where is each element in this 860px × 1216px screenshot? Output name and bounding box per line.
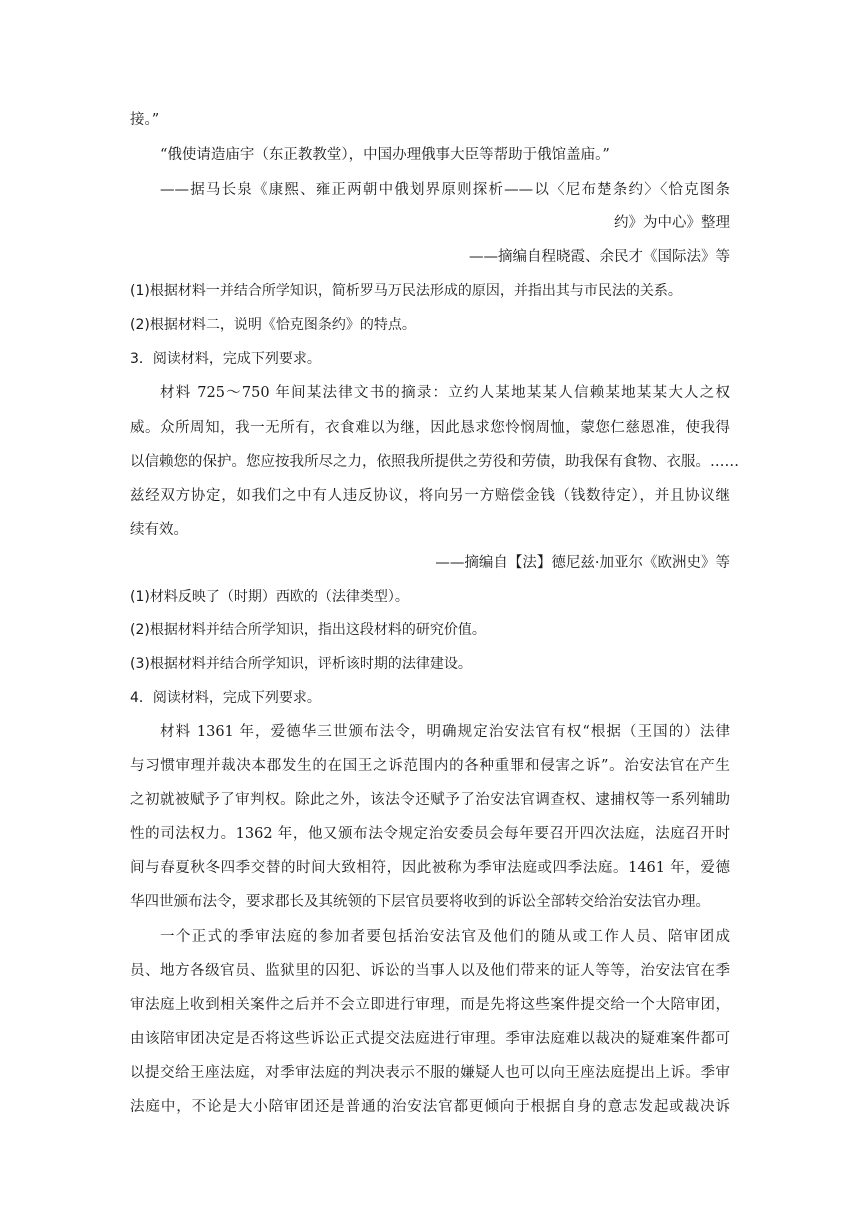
question-heading: 4．阅读材料，完成下列要求。 xyxy=(130,690,321,706)
material-line: 由该陪审团决定是否将这些诉讼正式提交法庭进行审理。季审法庭难以裁决的疑难案件都可 xyxy=(130,1031,730,1047)
material-line: 材料 725～750 年间某法律文书的摘录：立约人某地某某人信赖某地某某大人之权 xyxy=(160,385,730,401)
citation-line: ——摘编自【法】德尼兹·加亚尔《欧洲史》等 xyxy=(435,555,730,571)
material-line: 之初就被赋予了审判权。除此之外，该法令还赋予了治安法官调查权、逮捕权等一系列辅助 xyxy=(130,792,730,808)
material-line: 法庭中，不论是大小陪审团还是普通的治安法官都更倾向于根据自身的意志发起或裁决诉 xyxy=(130,1099,730,1115)
question-item: (2)根据材料二，说明《恰克图条约》的特点。 xyxy=(130,317,416,333)
material-line: 审法庭上收到相关案件之后并不会立即进行审理，而是先将这些案件提交给一个大陪审团， xyxy=(130,997,730,1013)
material-line: 员、地方各级官员、监狱里的囚犯、诉讼的当事人以及他们带来的证人等等，治安法官在季 xyxy=(130,963,730,979)
material-line: 间与春夏秋冬四季交替的时间大致相符，因此被称为季审法庭或四季法庭。1461 年，爱德 xyxy=(130,860,730,876)
question-heading: 3．阅读材料，完成下列要求。 xyxy=(130,351,321,367)
material-line: 性的司法权力。1362 年，他又颁布法令规定治安委员会每年要召开四次法庭，法庭召开时 xyxy=(130,826,730,842)
material-line: 兹经双方协定，如我们之中有人违反协议，将向另一方赔偿金钱（钱数待定），并且协议继 xyxy=(130,488,730,504)
question-item: (1)根据材料一并结合所学知识，简析罗马万民法形成的原因，并指出其与市民法的关系。 xyxy=(130,283,682,299)
material-line: 威。众所周知，我一无所有，衣食难以为继，因此恳求您怜悯周恤，蒙您仁慈恩准，使我得 xyxy=(130,420,730,436)
question-item: (2)根据材料并结合所学知识，指出这段材料的研究价值。 xyxy=(130,622,486,638)
citation-line: ——据马长泉《康熙、雍正两朝中俄划界原则探析——以〈尼布楚条约〉〈恰克图条 xyxy=(160,182,730,198)
material-line: 以信赖您的保护。您应按我所尽之力，依照我所提供之劳役和劳债，助我保有食物、衣服。…… xyxy=(130,454,739,470)
question-item: (3)根据材料并结合所学知识，评析该时期的法律建设。 xyxy=(130,656,472,672)
material-line: 与习惯审理并裁决本郡发生的在国王之诉范围内的各种重罪和侵害之诉”。治安法官在产生 xyxy=(130,758,730,774)
material-line: 一个正式的季审法庭的参加者要包括治安法官及他们的随从或工作人员、陪审团成 xyxy=(160,929,730,945)
question-item: (1)材料反映了（时期）西欧的（法律类型）。 xyxy=(130,589,409,605)
material-line: 材料 1361 年，爱德华三世颁布法令，明确规定治安法官有权“根据（王国的）法律 xyxy=(160,724,730,740)
material-line: 以提交给王座法庭，对季审法庭的判决表示不服的嫌疑人也可以向王座法庭提出上诉。季审 xyxy=(130,1065,730,1081)
text-line: 接。” xyxy=(130,112,160,128)
citation-line: ——摘编自程晓霞、余民才《国际法》等 xyxy=(469,249,730,265)
citation-line: 约》为中心》整理 xyxy=(614,215,730,231)
material-line: 华四世颁布法令，要求郡长及其统领的下层官员要将收到的诉讼全部转交给治安法官办理。 xyxy=(130,894,710,910)
quote-line: “俄使请造庙宇（东正教教堂），中国办理俄事大臣等帮助于俄馆盖庙。” xyxy=(160,147,610,163)
material-line: 续有效。 xyxy=(130,522,188,538)
